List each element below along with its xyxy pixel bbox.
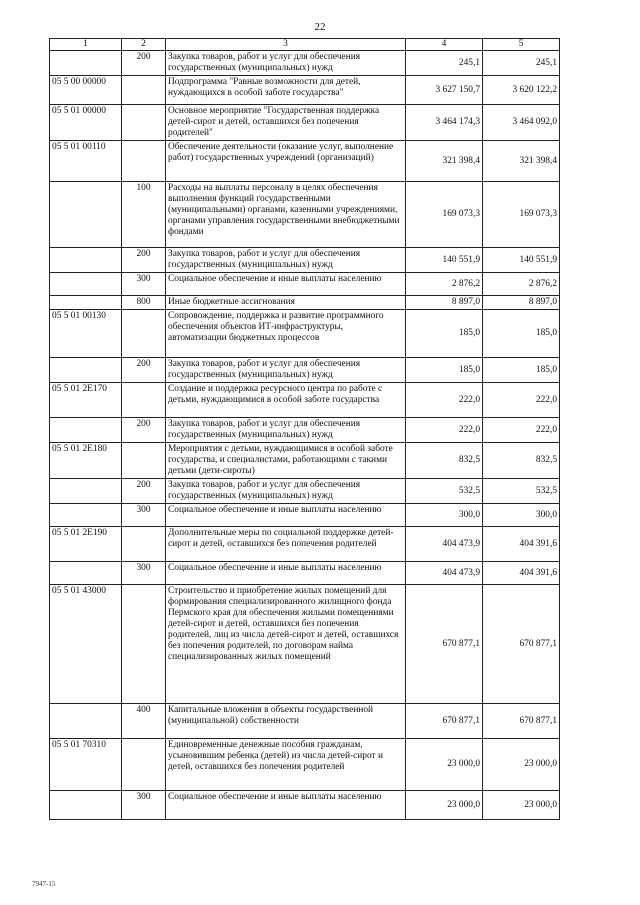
row-value-2018: 185,0 bbox=[406, 358, 483, 383]
row-code: 05 5 01 2Е190 bbox=[50, 527, 122, 562]
table-row bbox=[50, 51, 560, 76]
row-code: 05 5 01 43000 bbox=[50, 585, 122, 704]
row-description: Социальное обеспечение и иные выплаты населению bbox=[166, 791, 406, 820]
row-value-2018: 670 877,1 bbox=[406, 704, 483, 739]
row-expense-type: 200 bbox=[122, 51, 166, 76]
row-description: Закупка товаров, работ и услуг для обеспечения государственных (муниципальных) нужд bbox=[166, 479, 406, 504]
row-value-2018: 222,0 bbox=[406, 383, 483, 418]
row-value-2018: 245,1 bbox=[406, 51, 483, 76]
row-value-2019: 2 876,2 bbox=[483, 273, 560, 296]
row-value-2018: 185,0 bbox=[406, 310, 483, 358]
row-description: Подпрограмма "Равные возможности для детей, нуждающихся в особой заботе государства" bbox=[166, 76, 406, 105]
budget-table bbox=[49, 38, 560, 820]
row-expense-type bbox=[122, 141, 166, 182]
page-number: 22 bbox=[314, 21, 326, 33]
row-value-2018: 23 000,0 bbox=[406, 739, 483, 791]
row-value-2019: 300,0 bbox=[483, 504, 560, 527]
row-expense-type: 800 bbox=[122, 296, 166, 310]
column-header: 2 bbox=[122, 39, 166, 51]
row-value-2019: 23 000,0 bbox=[483, 791, 560, 820]
row-value-2019: 3 464 092,0 bbox=[483, 105, 560, 141]
row-description: Закупка товаров, работ и услуг для обеспечения государственных (муниципальных) нужд bbox=[166, 51, 406, 76]
row-code bbox=[50, 273, 122, 296]
row-value-2018: 404 473,9 bbox=[406, 562, 483, 585]
row-value-2019: 404 391,6 bbox=[483, 527, 560, 562]
row-description: Основное мероприятие "Государственная поддержка детей-сирот и детей, оставшихся без попечения родителей" bbox=[166, 105, 406, 141]
row-value-2018: 8 897,0 bbox=[406, 296, 483, 310]
row-value-2019: 321 398,4 bbox=[483, 141, 560, 182]
row-value-2019: 169 073,3 bbox=[483, 182, 560, 248]
row-description: Сопровождение, поддержка и развитие программного обеспечения объектов ИТ-инфраструктуры, автоматизации бюджетных процессов bbox=[166, 310, 406, 358]
row-description: Дополнительные меры по социальной поддержке детей-сирот и детей, оставшихся без попечения родителей bbox=[166, 527, 406, 562]
row-code bbox=[50, 296, 122, 310]
row-expense-type: 200 bbox=[122, 418, 166, 443]
row-description: Социальное обеспечение и иные выплаты населению bbox=[166, 504, 406, 527]
row-value-2018: 532,5 bbox=[406, 479, 483, 504]
table-row bbox=[50, 791, 560, 820]
row-value-2018: 670 877,1 bbox=[406, 585, 483, 704]
row-value-2018: 300,0 bbox=[406, 504, 483, 527]
row-value-2018: 832,5 bbox=[406, 443, 483, 479]
row-description: Единовременные денежные пособия гражданам, усыновившим ребенка (детей) из числа детей-сирот и детей, оставшихся без попечения родителей bbox=[166, 739, 406, 791]
row-code bbox=[50, 182, 122, 248]
row-code bbox=[50, 479, 122, 504]
row-code: 05 5 01 2Е180 bbox=[50, 443, 122, 479]
table-row bbox=[50, 358, 560, 383]
row-code: 05 5 01 00110 bbox=[50, 141, 122, 182]
row-expense-type: 100 bbox=[122, 182, 166, 248]
row-value-2019: 404 391,6 bbox=[483, 562, 560, 585]
column-header: 3 bbox=[166, 39, 406, 51]
row-description: Расходы на выплаты персоналу в целях обеспечения выполнения функций государственными (муниципальными) органами, казенными учреждениями, органами управления государственными внебюджетными фондами bbox=[166, 182, 406, 248]
table-row bbox=[50, 562, 560, 585]
table-row bbox=[50, 105, 560, 141]
row-code bbox=[50, 791, 122, 820]
row-value-2019: 23 000,0 bbox=[483, 739, 560, 791]
row-value-2019: 222,0 bbox=[483, 418, 560, 443]
row-description: Закупка товаров, работ и услуг для обеспечения государственных (муниципальных) нужд bbox=[166, 418, 406, 443]
row-description: Закупка товаров, работ и услуг для обеспечения государственных (муниципальных) нужд bbox=[166, 248, 406, 273]
row-expense-type bbox=[122, 76, 166, 105]
row-expense-type bbox=[122, 739, 166, 791]
column-header: 4 bbox=[406, 39, 483, 51]
row-value-2018: 23 000,0 bbox=[406, 791, 483, 820]
table-row bbox=[50, 527, 560, 562]
row-expense-type: 300 bbox=[122, 273, 166, 296]
table-row bbox=[50, 704, 560, 739]
row-code bbox=[50, 504, 122, 527]
row-code bbox=[50, 248, 122, 273]
row-value-2019: 245,1 bbox=[483, 51, 560, 76]
row-value-2019: 185,0 bbox=[483, 310, 560, 358]
row-value-2018: 140 551,9 bbox=[406, 248, 483, 273]
row-code bbox=[50, 358, 122, 383]
row-value-2019: 140 551,9 bbox=[483, 248, 560, 273]
row-value-2019: 185,0 bbox=[483, 358, 560, 383]
row-expense-type: 400 bbox=[122, 704, 166, 739]
column-header: 1 bbox=[50, 39, 122, 51]
row-description: Мероприятия с детьми, нуждающимися в особой заботе государства, и специалистами, работающими с такими детьми (дети-сироты) bbox=[166, 443, 406, 479]
table-row bbox=[50, 383, 560, 418]
row-code: 05 5 01 00000 bbox=[50, 105, 122, 141]
document-code: 7947-15 bbox=[32, 880, 56, 888]
row-description: Создание и поддержка ресурсного центра по работе с детьми, нуждающимися в особой заботе государства bbox=[166, 383, 406, 418]
row-description: Капитальные вложения в объекты государственной (муниципальной) собственности bbox=[166, 704, 406, 739]
row-expense-type: 300 bbox=[122, 791, 166, 820]
row-expense-type: 300 bbox=[122, 504, 166, 527]
table-row bbox=[50, 296, 560, 310]
row-expense-type bbox=[122, 585, 166, 704]
table-row bbox=[50, 418, 560, 443]
row-expense-type bbox=[122, 105, 166, 141]
row-description: Социальное обеспечение и иные выплаты населению bbox=[166, 562, 406, 585]
row-code: 05 5 00 00000 bbox=[50, 76, 122, 105]
row-value-2019: 3 620 122,2 bbox=[483, 76, 560, 105]
row-value-2018: 169 073,3 bbox=[406, 182, 483, 248]
row-code bbox=[50, 418, 122, 443]
row-expense-type: 300 bbox=[122, 562, 166, 585]
row-code: 05 5 01 70310 bbox=[50, 739, 122, 791]
row-code bbox=[50, 51, 122, 76]
row-description: Социальное обеспечение и иные выплаты населению bbox=[166, 273, 406, 296]
row-expense-type bbox=[122, 443, 166, 479]
row-value-2019: 670 877,1 bbox=[483, 585, 560, 704]
row-expense-type: 200 bbox=[122, 248, 166, 273]
row-value-2018: 2 876,2 bbox=[406, 273, 483, 296]
table-row bbox=[50, 76, 560, 105]
table-row bbox=[50, 479, 560, 504]
row-value-2019: 832,5 bbox=[483, 443, 560, 479]
row-value-2018: 3 627 150,7 bbox=[406, 76, 483, 105]
table-header-row bbox=[50, 39, 560, 51]
row-code: 05 5 01 00130 bbox=[50, 310, 122, 358]
table-row bbox=[50, 248, 560, 273]
row-description: Иные бюджетные ассигнования bbox=[166, 296, 406, 310]
table-row bbox=[50, 273, 560, 296]
row-code bbox=[50, 562, 122, 585]
row-value-2019: 222,0 bbox=[483, 383, 560, 418]
table-row bbox=[50, 310, 560, 358]
row-description: Закупка товаров, работ и услуг для обеспечения государственных (муниципальных) нужд bbox=[166, 358, 406, 383]
row-code bbox=[50, 704, 122, 739]
row-expense-type bbox=[122, 383, 166, 418]
row-value-2019: 8 897,0 bbox=[483, 296, 560, 310]
table-row bbox=[50, 504, 560, 527]
row-code: 05 5 01 2Е170 bbox=[50, 383, 122, 418]
table-row bbox=[50, 585, 560, 704]
table-row bbox=[50, 182, 560, 248]
row-value-2019: 532,5 bbox=[483, 479, 560, 504]
row-value-2018: 404 473,9 bbox=[406, 527, 483, 562]
row-value-2018: 222,0 bbox=[406, 418, 483, 443]
row-description: Обеспечение деятельности (оказание услуг, выполнение работ) государственных учреждений (организаций) bbox=[166, 141, 406, 182]
row-expense-type bbox=[122, 310, 166, 358]
table-row bbox=[50, 141, 560, 182]
column-header: 5 bbox=[483, 39, 560, 51]
row-expense-type: 200 bbox=[122, 479, 166, 504]
row-value-2019: 670 877,1 bbox=[483, 704, 560, 739]
row-expense-type bbox=[122, 527, 166, 562]
table-row bbox=[50, 443, 560, 479]
row-value-2018: 321 398,4 bbox=[406, 141, 483, 182]
row-expense-type: 200 bbox=[122, 358, 166, 383]
table-row bbox=[50, 739, 560, 791]
row-value-2018: 3 464 174,3 bbox=[406, 105, 483, 141]
row-description: Строительство и приобретение жилых помещений для формирования специализированного жилищного фонда Пермского края для обеспечения жилыми помещениями детей-сирот и детей, оставшихся без попечения родителей, лиц из числа детей-сирот и детей, оставшихся без попечения родителей, по договорам найма специализированных жилых помещений bbox=[166, 585, 406, 704]
